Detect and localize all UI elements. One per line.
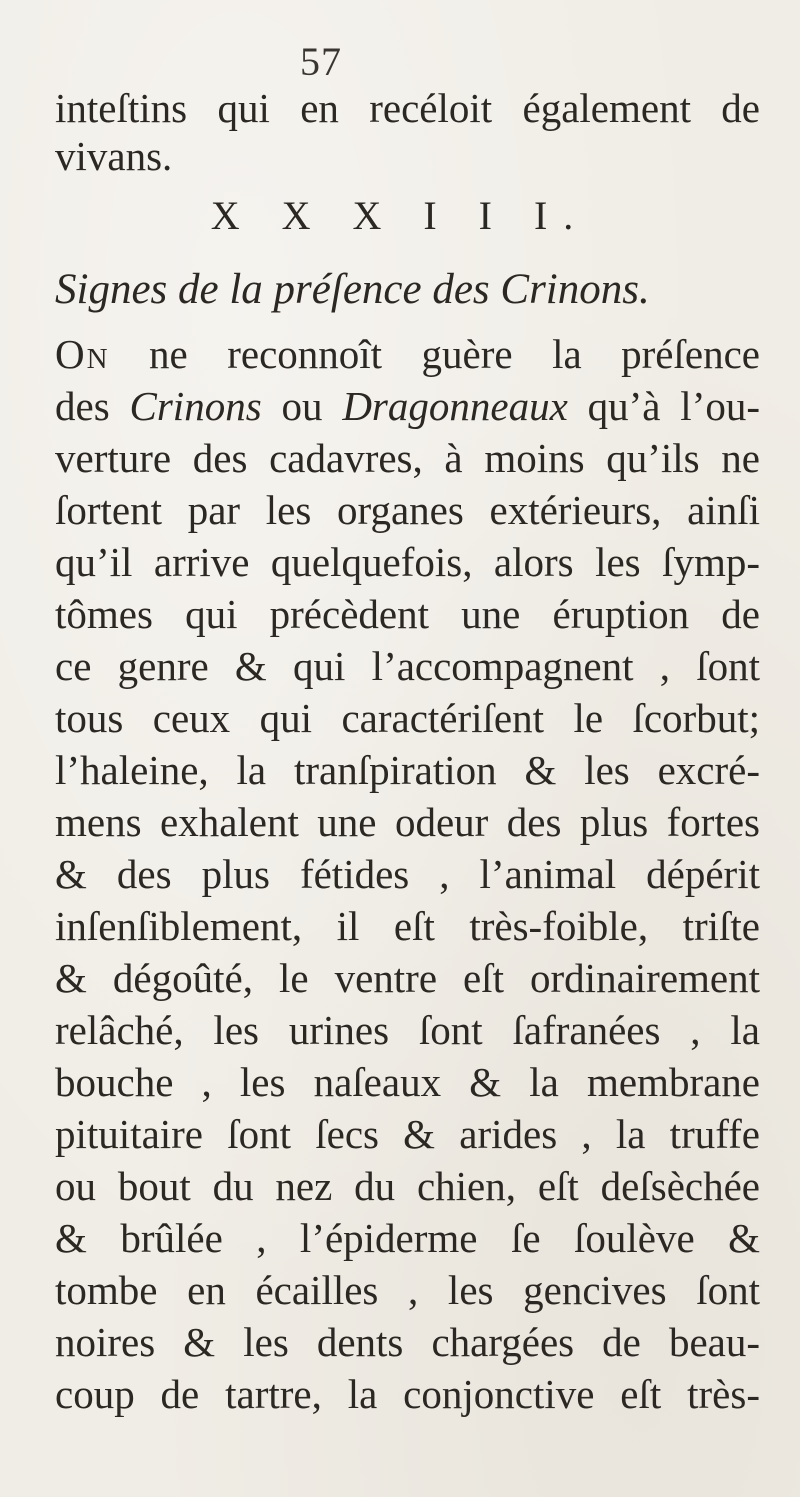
text-segment: des bbox=[55, 383, 130, 429]
section-numeral: X X X I I I. bbox=[210, 193, 590, 238]
text-line: relâché, les urines ſont ſafranées , la bbox=[55, 1007, 760, 1053]
text-line: tombe en écailles , les gencives ſont bbox=[55, 1267, 760, 1313]
text-segment: qu’à l’ou- bbox=[567, 383, 761, 429]
text-line bbox=[55, 331, 760, 377]
text-line: ou bout du nez du chien, eſt deſsèchée bbox=[55, 1163, 760, 1209]
text-line: ce genre & qui l’accompagnent , ſont bbox=[55, 643, 760, 689]
italic-term: Crinons bbox=[129, 383, 262, 429]
text-line: & brûlée , l’épiderme ſe ſoulève & bbox=[55, 1215, 760, 1261]
text-line: & dégoûté, le ventre eſt ordinairement bbox=[55, 955, 760, 1001]
text-line: tômes qui précèdent une éruption de bbox=[55, 591, 760, 637]
text-segment: ne reconnoît guère la préſence bbox=[109, 331, 760, 377]
text-line: qu’il arrive quelquefois, alors les ſymp- bbox=[55, 539, 760, 585]
page-number: 57 bbox=[300, 39, 342, 84]
text-line: coup de tartre, la conjonctive eſt très- bbox=[55, 1371, 760, 1417]
section-title: Signes de la préſence des Crinons. bbox=[55, 266, 650, 313]
text-segment: ou bbox=[261, 383, 343, 429]
text-line: pituitaire ſont ſecs & arides , la truffe bbox=[55, 1111, 760, 1157]
text-line: bouche , les naſeaux & la membrane bbox=[55, 1059, 760, 1105]
text-line: noires & les dents chargées de beau- bbox=[55, 1319, 760, 1365]
text-line: inſenſiblement, il eſt très-foible, triſte bbox=[55, 903, 760, 949]
text-line bbox=[55, 383, 761, 429]
text-line: tous ceux qui caractériſent le ſcorbut; bbox=[55, 695, 760, 741]
italic-term: Dragonneaux bbox=[342, 383, 568, 429]
text-line: mens exhalent une odeur des plus fortes bbox=[55, 799, 760, 845]
text-line: inteſtins qui en recéloit également de bbox=[55, 85, 760, 131]
text-line: verture des cadavres, à moins qu’ils ne bbox=[55, 435, 760, 481]
dropword: On bbox=[55, 331, 110, 377]
text-line: l’haleine, la tranſpiration & les excré- bbox=[55, 747, 760, 793]
text-line: ſortent par les organes extérieurs, ainſi bbox=[55, 487, 760, 533]
text-line: & des plus fétides , l’animal dépérit bbox=[55, 851, 760, 897]
text-line: vivans. bbox=[55, 133, 173, 179]
